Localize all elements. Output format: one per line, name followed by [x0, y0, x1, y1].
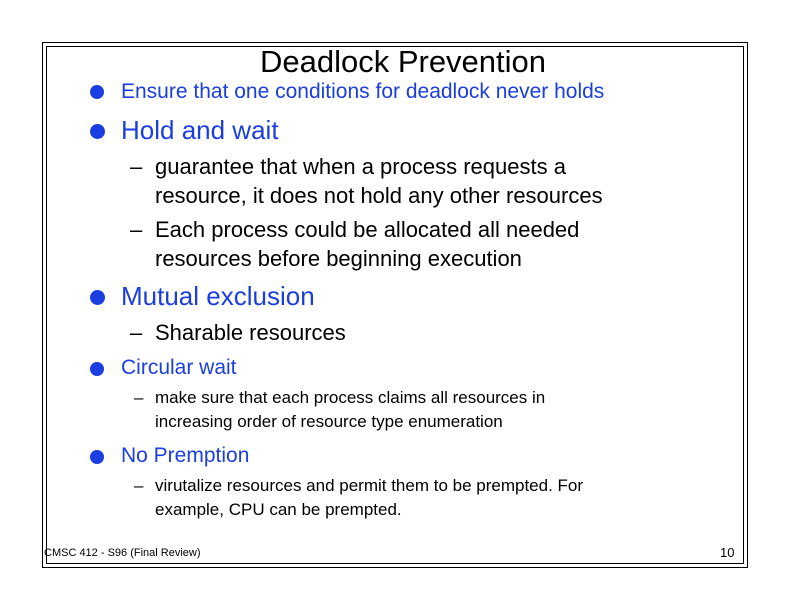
item-text: Each process could be allocated all needed	[155, 217, 580, 242]
dash-icon: –	[130, 320, 143, 345]
dash-icon: –	[130, 154, 143, 179]
item-text: guarantee that when a process requests a	[155, 154, 566, 179]
section-heading-mutual-exclusion: Mutual exclusion	[121, 281, 315, 311]
section-heading-circular-wait: Circular wait	[121, 356, 237, 379]
item-text: Sharable resources	[155, 320, 346, 345]
bullet-icon	[90, 290, 105, 305]
slide-title: Deadlock Prevention	[259, 44, 547, 79]
dash-icon: –	[134, 476, 144, 495]
bullet-icon	[90, 85, 104, 99]
page-number: 10	[720, 545, 735, 560]
item-text: resource, it does not hold any other resources	[155, 183, 603, 208]
intro-text: Ensure that one conditions for deadlock never holds	[121, 80, 605, 103]
item-text: increasing order of resource type enumeration	[155, 412, 503, 431]
item-text: example, CPU can be prempted.	[155, 500, 402, 519]
section-heading-hold-and-wait: Hold and wait	[121, 115, 279, 145]
bullet-icon	[90, 124, 105, 139]
item-text: make sure that each process claims all resources in	[155, 388, 546, 407]
dash-icon: –	[134, 388, 144, 407]
bullet-icon	[90, 362, 104, 376]
section-heading-no-premption: No Premption	[121, 444, 250, 467]
item-text: virutalize resources and permit them to be prempted. For	[155, 476, 584, 495]
bullet-icon	[90, 450, 104, 464]
dash-icon: –	[130, 217, 143, 242]
footer-course-label: CMSC 412 - S96 (Final Review)	[44, 547, 201, 559]
item-text: resources before beginning execution	[155, 246, 522, 271]
